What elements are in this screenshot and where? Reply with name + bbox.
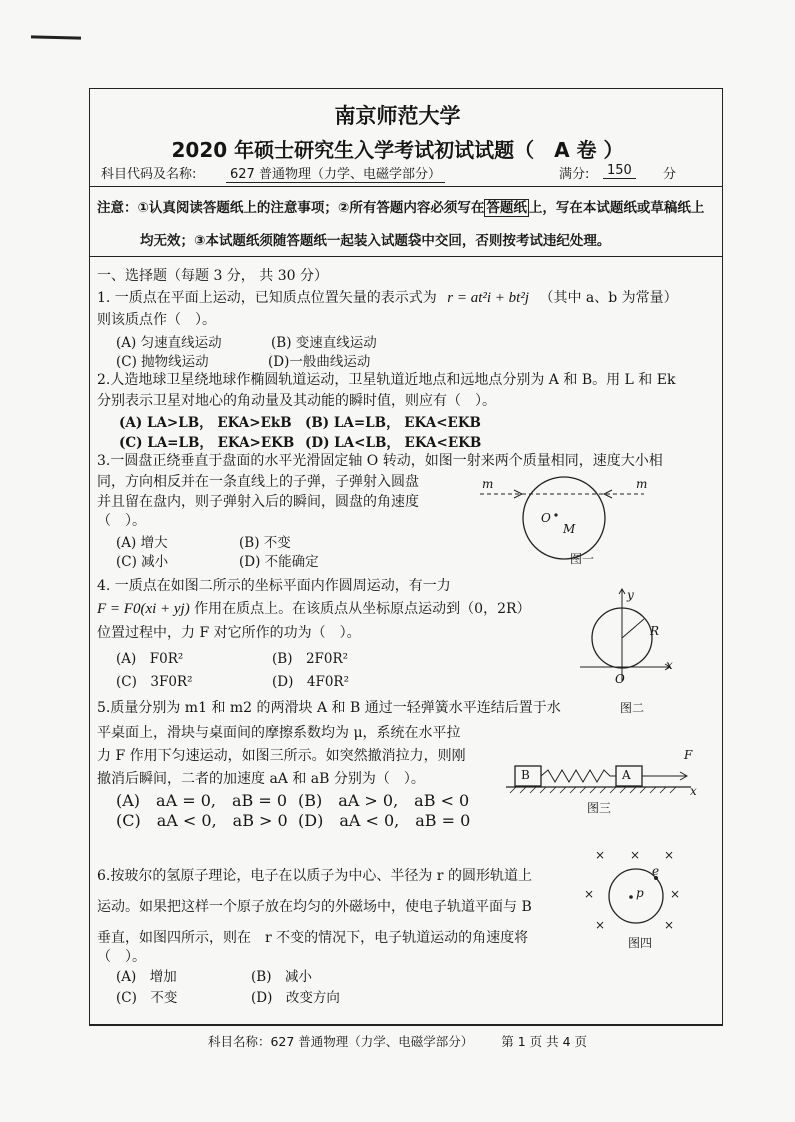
fig1-m-left: m <box>482 477 494 491</box>
fig4-electron-label: e <box>652 864 660 878</box>
q2-option-a: (A) LA>LB， EKA>EkB <box>119 415 292 431</box>
subject-label: 科目代码及名称: <box>101 167 197 182</box>
q6-line3: 垂直，如图四所示，则在 r 不变的情况下，电子轨道运动的角速度将 <box>97 930 529 946</box>
q4-line3: 位置过程中，力 F 对它所作的功为（ ）。 <box>97 625 361 641</box>
q6-option-c: (C) 不变 <box>116 990 178 1006</box>
q6-option-b: (B) 减小 <box>251 969 312 985</box>
fig3-caption: 图三 <box>587 801 612 815</box>
field-mark-7: × <box>664 918 675 932</box>
footer-divider <box>89 1024 723 1025</box>
disk-outline <box>523 477 605 559</box>
fig2-y-label: y <box>627 588 634 602</box>
q3-line3: 并且留在盘内，则子弹射入后的瞬间，圆盘的角速度 <box>97 494 419 510</box>
q2-option-d: (D) LA<LB， EKA<EKB <box>305 435 482 451</box>
q6-option-a: (A) 增加 <box>116 969 177 985</box>
q5-option-a: (A) aA = 0, aB = 0 <box>116 791 288 810</box>
q3-option-c: (C) 减小 <box>116 554 169 570</box>
spring <box>541 770 616 782</box>
q1-stem2: 则该质点作（ ）。 <box>97 312 216 328</box>
axis-point <box>554 513 557 516</box>
q1-option-d: (D)一般曲线运动 <box>268 354 371 370</box>
q1-formula: r = at²i + bt²j <box>447 290 530 306</box>
q6-option-d: (D) 改变方向 <box>251 990 340 1006</box>
subject-value: 627 普通物理（力学、电磁学部分） <box>226 163 445 182</box>
q3-option-d: (D) 不能确定 <box>239 554 319 570</box>
field-mark-5: × <box>670 887 681 901</box>
score-unit: 分 <box>663 167 677 182</box>
q1-option-b: (B) 变速直线运动 <box>271 335 377 351</box>
score-label: 满分: <box>559 167 590 182</box>
fig2-x-label: x <box>666 658 673 672</box>
q3-line2: 同，方向相反并在一条直线上的子弹，子弹射入圆盘 <box>97 474 419 490</box>
fig3-force-label: F <box>684 748 693 762</box>
footer-page: 第 1 页 共 4 页 <box>501 1034 588 1049</box>
notice-part1: 注意：①认真阅读答题纸上的注意事项；②所有答题内容必须写在 <box>97 200 485 216</box>
q4-option-a: (A) F0R² <box>116 651 184 667</box>
fig4-proton-label: p <box>636 886 644 900</box>
notice-line2: 均无效；③本试题纸须随答题纸一起装入试题袋中交回，否则按考试违纪处理。 <box>140 233 611 249</box>
q3-line1: 3.一圆盘正绕垂直于盘面的水平光滑固定轴 O 转动，如图一射来两个质量相同，速度大小相 <box>97 453 663 469</box>
figure-2-circle <box>570 585 680 685</box>
q6-line4: （ ）。 <box>97 949 146 965</box>
table-hatching <box>510 787 676 793</box>
q4-option-b: (B) 2F0R² <box>272 651 349 667</box>
university-name: 南京师范大学 <box>334 104 461 128</box>
score-value: 150 <box>603 163 636 178</box>
q2-option-c: (C) LA=LB， EKA>EKB <box>119 435 295 451</box>
radius-line <box>622 619 644 638</box>
fig4-caption: 图四 <box>628 936 653 950</box>
fig2-radius-label: R <box>650 624 660 638</box>
q5-line4: 撤消后瞬间，二者的加速度 aA 和 aB 分别为（ ）。 <box>97 771 425 787</box>
q4-line2: F = F0(xi + yj) 作用在质点上。在该质点从坐标原点运动到（0，2R） <box>97 601 531 617</box>
q5-option-d: (D) aA < 0, aB = 0 <box>298 811 471 830</box>
fig3-block-a-label: A <box>622 768 631 782</box>
fig1-mass-label: M <box>563 522 576 536</box>
q5-line1: 5.质量分别为 m1 和 m2 的两滑块 A 和 B 通过一轻弹簧水平连结后置于水 <box>97 700 561 716</box>
q6-line1: 6.按玻尔的氢原子理论，电子在以质子为中心、半径为 r 的圆形轨道上 <box>97 868 532 884</box>
q4-option-d: (D) 4F0R² <box>272 674 349 690</box>
q1-option-a: (A) 匀速直线运动 <box>116 335 222 351</box>
q5-option-b: (B) aA > 0, aB < 0 <box>298 791 470 810</box>
q5-line2: 平桌面上，滑块与桌面间的摩擦系数均为 μ，系统在水平拉 <box>97 725 461 741</box>
q6-line2: 运动。如果把这样一个原子放在均匀的外磁场中，使电子轨道平面与 B <box>97 899 532 915</box>
fig1-center-label: O <box>541 511 551 525</box>
scan-mark <box>31 35 81 39</box>
fig3-axis-label: x <box>690 784 697 798</box>
proton-dot <box>629 895 633 899</box>
section-title: 一、选择题（每题 3 分， 共 30 分） <box>97 268 328 284</box>
footer <box>0 1032 795 1050</box>
footer-subject: 科目名称：627 普通物理（力学、电磁学部分） <box>207 1034 474 1049</box>
exam-title: 2020 年硕士研究生入学考试初试试题（ A 卷 ） <box>171 138 624 162</box>
header-divider <box>89 186 723 187</box>
figure-3-blocks <box>506 752 696 802</box>
q2-option-b: (B) LA=LB， EKA<EKB <box>305 415 481 431</box>
fig1-m-right: m <box>636 477 648 491</box>
field-mark-4: × <box>584 887 595 901</box>
q3-option-a: (A) 增大 <box>116 535 168 551</box>
fig1-caption: 图一 <box>570 552 595 566</box>
field-mark-1: × <box>595 848 606 862</box>
q1-stem: 1. 一质点在平面上运动，已知质点位置矢量的表示式为 r = at²i + bt²j （其中 a、b 为常量） <box>97 290 678 306</box>
field-mark-3: × <box>664 848 675 862</box>
fig3-block-b-label: B <box>521 768 530 782</box>
q2-line2: 分别表示卫星对地心的角动量及其动能的瞬时值，则应有（ ）。 <box>97 393 496 409</box>
notice-part2: 上，写在本试题纸或草稿纸上 <box>528 200 705 216</box>
notice <box>97 192 717 258</box>
notice-boxed-word: 答题纸 <box>486 200 527 216</box>
fig2-origin-label: O <box>615 672 625 686</box>
q5-line3: 力 F 作用下匀速运动，如图三所示。如突然撤消拉力，则刚 <box>97 748 466 764</box>
field-mark-6: × <box>595 918 606 932</box>
fig2-caption: 图二 <box>620 701 645 715</box>
q4-formula: F = F0(xi + yj) <box>97 601 190 617</box>
q4-line1: 4. 一质点在如图二所示的坐标平面内作圆周运动，有一力 <box>97 578 451 594</box>
q3-option-b: (B) 不变 <box>239 535 291 551</box>
q3-line4: （ ）。 <box>97 513 146 529</box>
q2-line1: 2.人造地球卫星绕地球作椭圆轨道运动，卫星轨道近地点和远地点分别为 A 和 B。用 L 和 Ek <box>97 372 676 388</box>
field-mark-2: × <box>630 848 641 862</box>
q4-option-c: (C) 3F0R² <box>116 674 193 690</box>
q1-option-c: (C) 抛物线运动 <box>116 354 209 370</box>
q5-option-c: (C) aA < 0, aB > 0 <box>116 811 288 830</box>
